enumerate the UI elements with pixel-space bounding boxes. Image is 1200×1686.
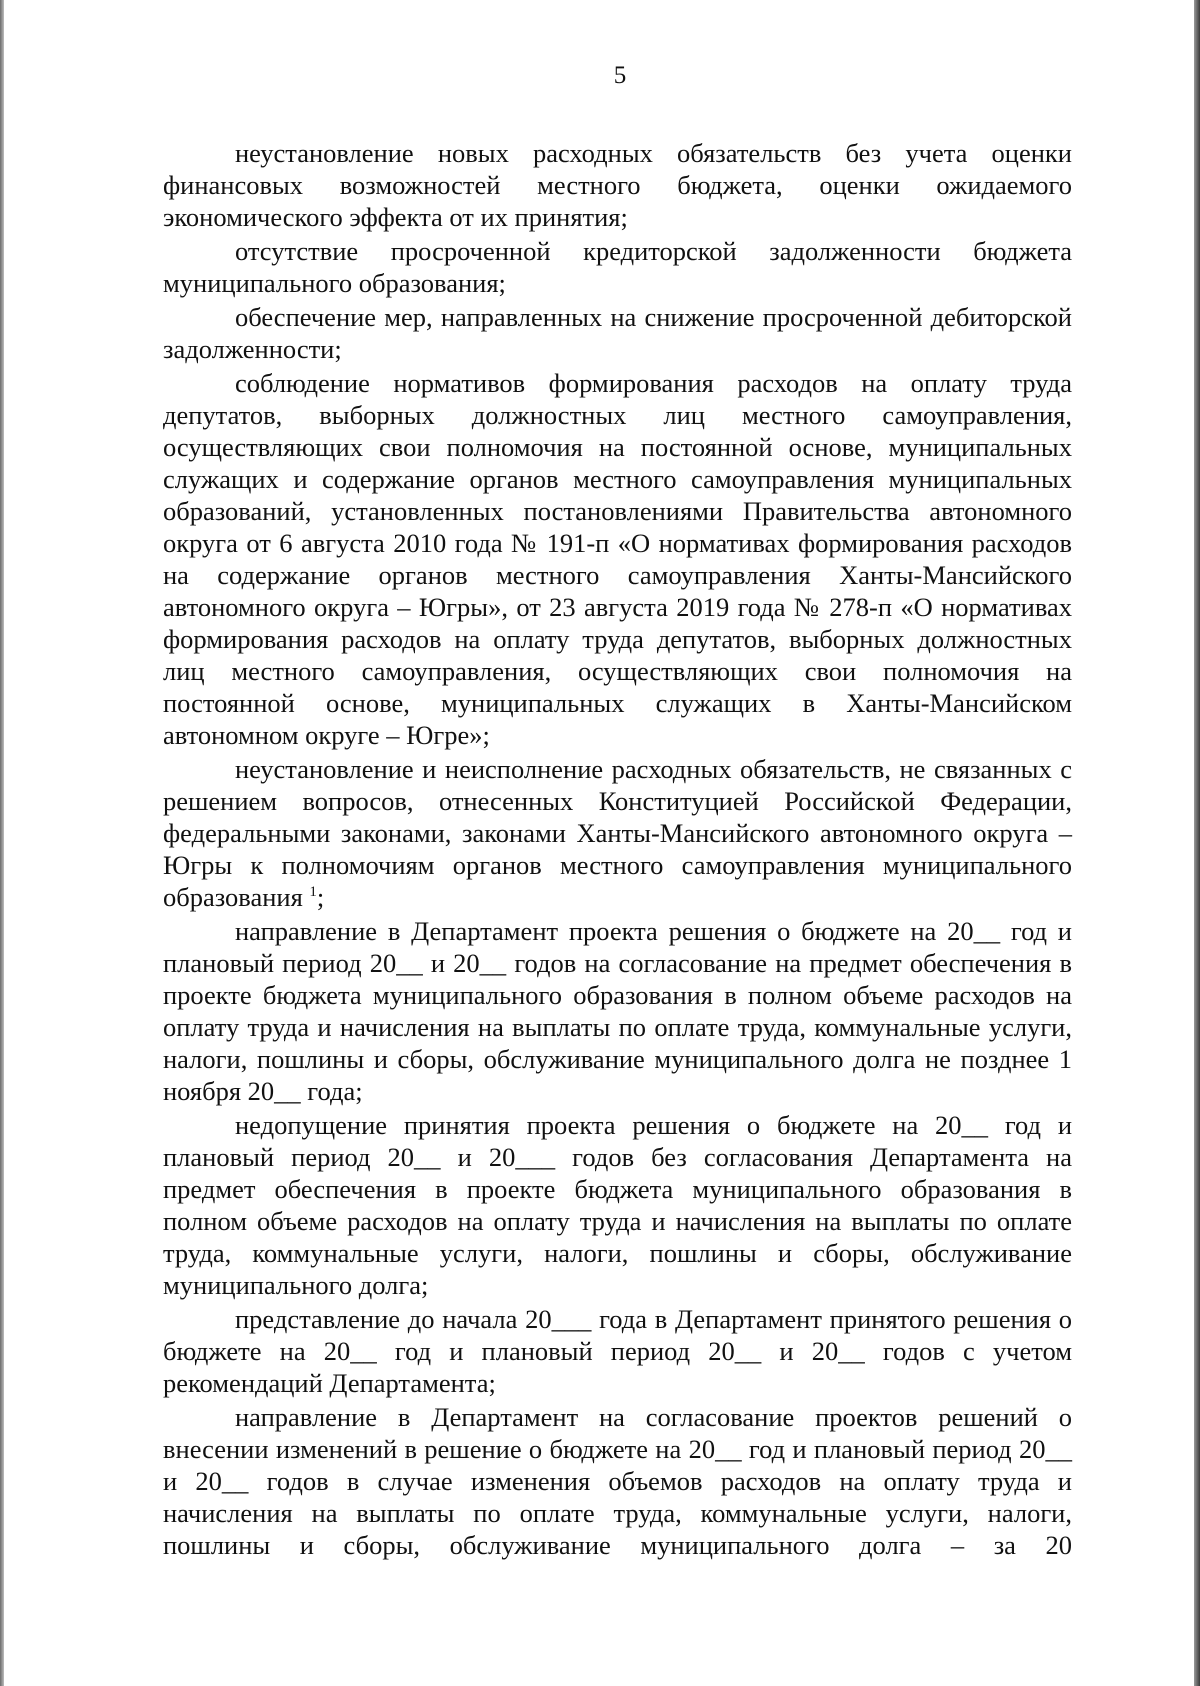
paragraph-text: неустановление и неисполнение расходных обязательств, не связанных с решением вопросов, отнесенных Конституцией Российской Федерации, федеральными законами, законами Ханты-Мансийского автономного округа – Югры к полномочиям органов местного самоуправления муниципального образования (163, 754, 1072, 912)
paragraph: соблюдение нормативов формирования расходов на оплату труда депутатов, выборных должностных лиц местного самоуправления, осуществляющих свои полномочия на постоянной основе, муниципальных служащих и содержание органов местного самоуправления муниципальных образований, установленных постановлениями Правительства автономного округа от 6 августа 2010 года № 191-п «О нормативах формирования расходов на содержание органов местного самоуправления Ханты-Мансийского автономного округа – Югры», от 23 августа 2019 года № 278-п «О нормативах формирования расходов на оплату труда депутатов, выборных должностных лиц местного самоуправления, осуществляющих свои полномочия на постоянной основе, муниципальных служащих в Ханты-Мансийском автономном округе – Югре»; (163, 368, 1072, 750)
scan-edge-left (0, 0, 4, 1686)
paragraph: обеспечение мер, направленных на снижение просроченной дебиторской задолженности; (163, 302, 1072, 364)
page-number: 5 (613, 62, 627, 89)
paragraph: направление в Департамент проекта решения о бюджете на 20__ год и плановый период 20__ и 20__ годов на согласование на предмет обеспечения в проекте бюджета муниципального образования в полном объеме расходов на оплату труда и начисления на выплаты по оплате труда, коммунальные услуги, налоги, пошлины и сборы, обслуживание муниципального долга не позднее 1 ноября 20__ года; (163, 916, 1072, 1106)
document-body (163, 137, 1072, 1563)
footnote-marker: 1 (309, 884, 317, 901)
paragraph: недопущение принятия проекта решения о бюджете на 20__ год и плановый период 20__ и 20___ годов без согласования Департамента на предмет обеспечения в проекте бюджета муниципального образования в полном объеме расходов на оплату труда и начисления на выплаты по оплате труда, коммунальные услуги, налоги, пошлины и сборы, обслуживание муниципального долга; (163, 1110, 1072, 1300)
paragraph: неустановление новых расходных обязательств без учета оценки финансовых возможностей местного бюджета, оценки ожидаемого экономического эффекта от их принятия; (163, 138, 1072, 232)
paragraph: отсутствие просроченной кредиторской задолженности бюджета муниципального образования; (163, 236, 1072, 298)
footnote-suffix: ; (316, 882, 325, 912)
paragraph: направление в Департамент на согласование проектов решений о внесении изменений в решение о бюджете на 20__ год и плановый период 20__ и 20__ годов в случае изменения объемов расходов на оплату труда и начисления на выплаты по оплате труда, коммунальные услуги, налоги, пошлины и сборы, обслуживание муниципального долга – за 20 (163, 1402, 1072, 1560)
scan-edge-right (1194, 0, 1200, 1686)
paragraph: представление до начала 20___ года в Департамент принятого решения о бюджете на 20__ год и плановый период 20__ и 20__ годов с учетом рекомендаций Департамента; (163, 1304, 1072, 1398)
paragraph-with-footnote (163, 753, 1072, 913)
